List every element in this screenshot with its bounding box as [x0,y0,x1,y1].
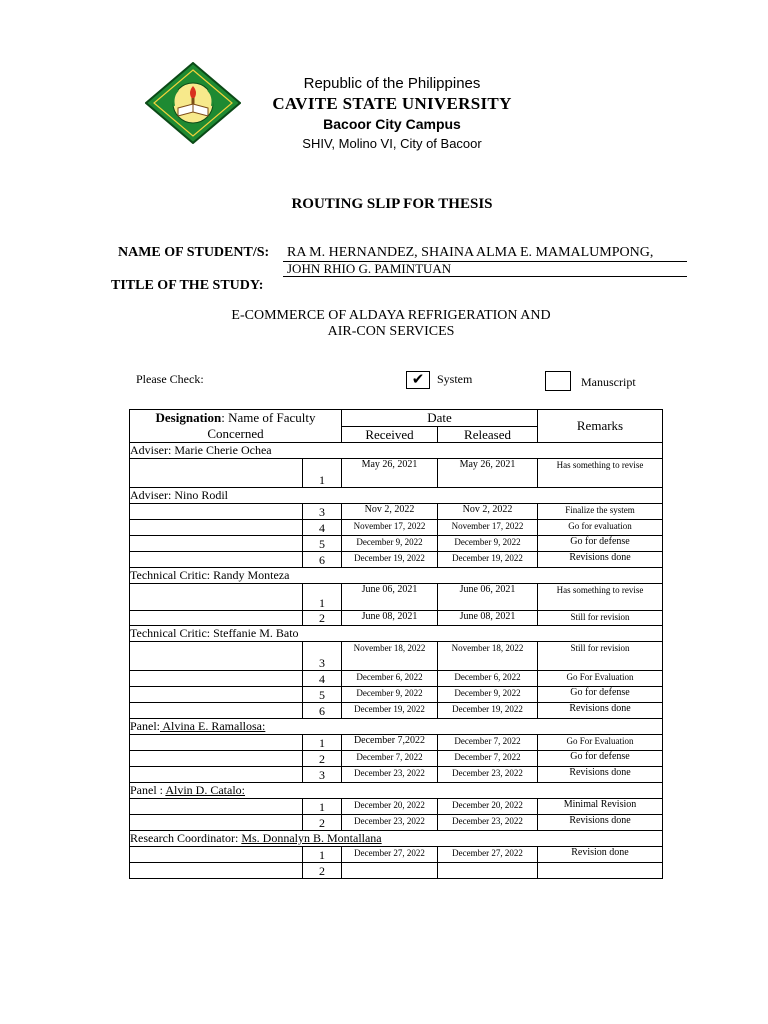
name-cell [130,799,303,815]
name-cell [130,642,303,671]
campus-address: SHIV, Molino VI, City of Bacoor [302,136,482,151]
table-row [130,799,663,815]
table-row [130,815,663,831]
table-row [130,504,663,520]
student-label: NAME OF STUDENT/S: [118,245,270,260]
released-date: December 6, 2022 [438,671,538,687]
remarks-cell: Still for revision [538,611,663,626]
step-number: 4 [303,520,342,536]
step-number: 1 [303,847,342,863]
table-row [130,847,663,863]
received-date: December 20, 2022 [342,799,438,815]
remarks-cell: Go For Evaluation [538,735,663,751]
name-cell [130,671,303,687]
section-row [130,626,663,642]
released-date: November 18, 2022 [438,642,538,671]
name-cell [130,815,303,831]
name-cell [130,536,303,552]
received-date: May 26, 2021 [342,459,438,488]
system-checkbox[interactable] [406,371,430,389]
released-date: December 20, 2022 [438,799,538,815]
date-header: Date [342,410,538,427]
table-row [130,536,663,552]
received-date: December 19, 2022 [342,703,438,719]
table-row [130,642,663,671]
released-date: December 27, 2022 [438,847,538,863]
remarks-cell: Go For Evaluation [538,671,663,687]
step-number: 2 [303,751,342,767]
received-date: December 7,2022 [342,735,438,751]
step-number: 1 [303,584,342,611]
released-date: November 17, 2022 [438,520,538,536]
remarks-cell: Still for revision [538,642,663,671]
received-date: December 19, 2022 [342,552,438,568]
study-label: TITLE OF THE STUDY: [111,278,264,293]
system-label: System [437,372,473,386]
step-number: 2 [303,611,342,626]
step-number: 3 [303,504,342,520]
student-names-line2: JOHN RHIO G. PAMINTUAN [283,262,687,277]
remarks-cell [538,863,663,879]
step-number: 1 [303,799,342,815]
table-row [130,703,663,719]
step-number: 5 [303,536,342,552]
step-number: 6 [303,552,342,568]
section-label: Technical Critic: Randy Monteza [130,568,663,584]
section-row [130,719,663,735]
section-row [130,568,663,584]
table-row [130,520,663,536]
step-number: 3 [303,642,342,671]
remarks-header: Remarks [538,410,663,443]
released-date: December 19, 2022 [438,552,538,568]
remarks-cell: Go for defense [538,687,663,703]
released-date [438,863,538,879]
table-row [130,863,663,879]
table-header-row [130,410,663,427]
section-label: Adviser: Marie Cherie Ochea [130,443,663,459]
released-date: Nov 2, 2022 [438,504,538,520]
released-date: May 26, 2021 [438,459,538,488]
name-cell [130,703,303,719]
designation-header: Designation: Name of Faculty Concerned [130,410,342,443]
remarks-cell: Revisions done [538,767,663,783]
table-row [130,735,663,751]
remarks-cell: Revision done [538,847,663,863]
step-number: 6 [303,703,342,719]
released-date: December 23, 2022 [438,815,538,831]
name-cell [130,520,303,536]
please-check-label: Please Check: [136,372,204,386]
student-names-line1: RA M. HERNANDEZ, SHAINA ALMA E. MAMALUMPONG, [283,245,687,262]
table-row [130,611,663,626]
name-cell [130,735,303,751]
section-label: Technical Critic: Steffanie M. Bato [130,626,663,642]
received-date: December 23, 2022 [342,767,438,783]
received-date: Nov 2, 2022 [342,504,438,520]
released-header: Released [438,426,538,443]
section-row [130,783,663,799]
remarks-cell: Has something to revise [538,584,663,611]
table-row [130,459,663,488]
released-date: December 19, 2022 [438,703,538,719]
name-cell [130,863,303,879]
name-cell [130,611,303,626]
table-row [130,751,663,767]
step-number: 1 [303,459,342,488]
step-number: 1 [303,735,342,751]
university-name: CAVITE STATE UNIVERSITY [272,94,512,113]
republic-line: Republic of the Philippines [303,75,481,92]
released-date: December 7, 2022 [438,751,538,767]
study-title-line1: E-COMMERCE OF ALDAYA REFRIGERATION AND [231,308,551,323]
released-date: December 9, 2022 [438,536,538,552]
remarks-cell: Has something to revise [538,459,663,488]
received-date: December 6, 2022 [342,671,438,687]
table-row [130,687,663,703]
section-label: Panel: Alvina E. Ramallosa: [130,719,663,735]
section-label: Research Coordinator: Ms. Donnalyn B. Montallana [130,831,663,847]
received-date: December 7, 2022 [342,751,438,767]
name-cell [130,459,303,488]
remarks-cell: Revisions done [538,815,663,831]
remarks-cell: Minimal Revision [538,799,663,815]
step-number: 5 [303,687,342,703]
table-row [130,671,663,687]
received-date: June 08, 2021 [342,611,438,626]
routing-table [129,409,663,879]
received-date: June 06, 2021 [342,584,438,611]
section-label: Adviser: Nino Rodil [130,488,663,504]
remarks-cell: Revisions done [538,703,663,719]
received-date: December 9, 2022 [342,536,438,552]
received-date: December 27, 2022 [342,847,438,863]
name-cell [130,504,303,520]
name-cell [130,847,303,863]
name-cell [130,584,303,611]
step-number: 2 [303,815,342,831]
step-number: 3 [303,767,342,783]
table-row [130,584,663,611]
manuscript-checkbox[interactable] [545,371,571,391]
released-date: June 06, 2021 [438,584,538,611]
received-date: December 23, 2022 [342,815,438,831]
table-row [130,552,663,568]
received-date: December 9, 2022 [342,687,438,703]
check-mark-icon: ✔ [411,372,425,388]
released-date: December 23, 2022 [438,767,538,783]
remarks-cell: Go for evaluation [538,520,663,536]
released-date: June 08, 2021 [438,611,538,626]
name-cell [130,687,303,703]
step-number: 2 [303,863,342,879]
study-title-line2: AIR-CON SERVICES [327,324,455,339]
document-title: ROUTING SLIP FOR THESIS [291,196,493,212]
section-label: Panel : Alvin D. Catalo: [130,783,663,799]
name-cell [130,751,303,767]
received-date: November 18, 2022 [342,642,438,671]
name-cell [130,552,303,568]
remarks-cell: Go for defense [538,751,663,767]
received-date [342,863,438,879]
remarks-cell: Finalize the system [538,504,663,520]
section-row [130,443,663,459]
manuscript-label: Manuscript [581,375,636,389]
received-date: November 17, 2022 [342,520,438,536]
remarks-cell: Revisions done [538,552,663,568]
released-date: December 7, 2022 [438,735,538,751]
section-row [130,831,663,847]
section-row [130,488,663,504]
remarks-cell: Go for defense [538,536,663,552]
released-date: December 9, 2022 [438,687,538,703]
table-row [130,767,663,783]
step-number: 4 [303,671,342,687]
campus-name: Bacoor City Campus [323,116,461,132]
received-header: Received [342,426,438,443]
name-cell [130,767,303,783]
